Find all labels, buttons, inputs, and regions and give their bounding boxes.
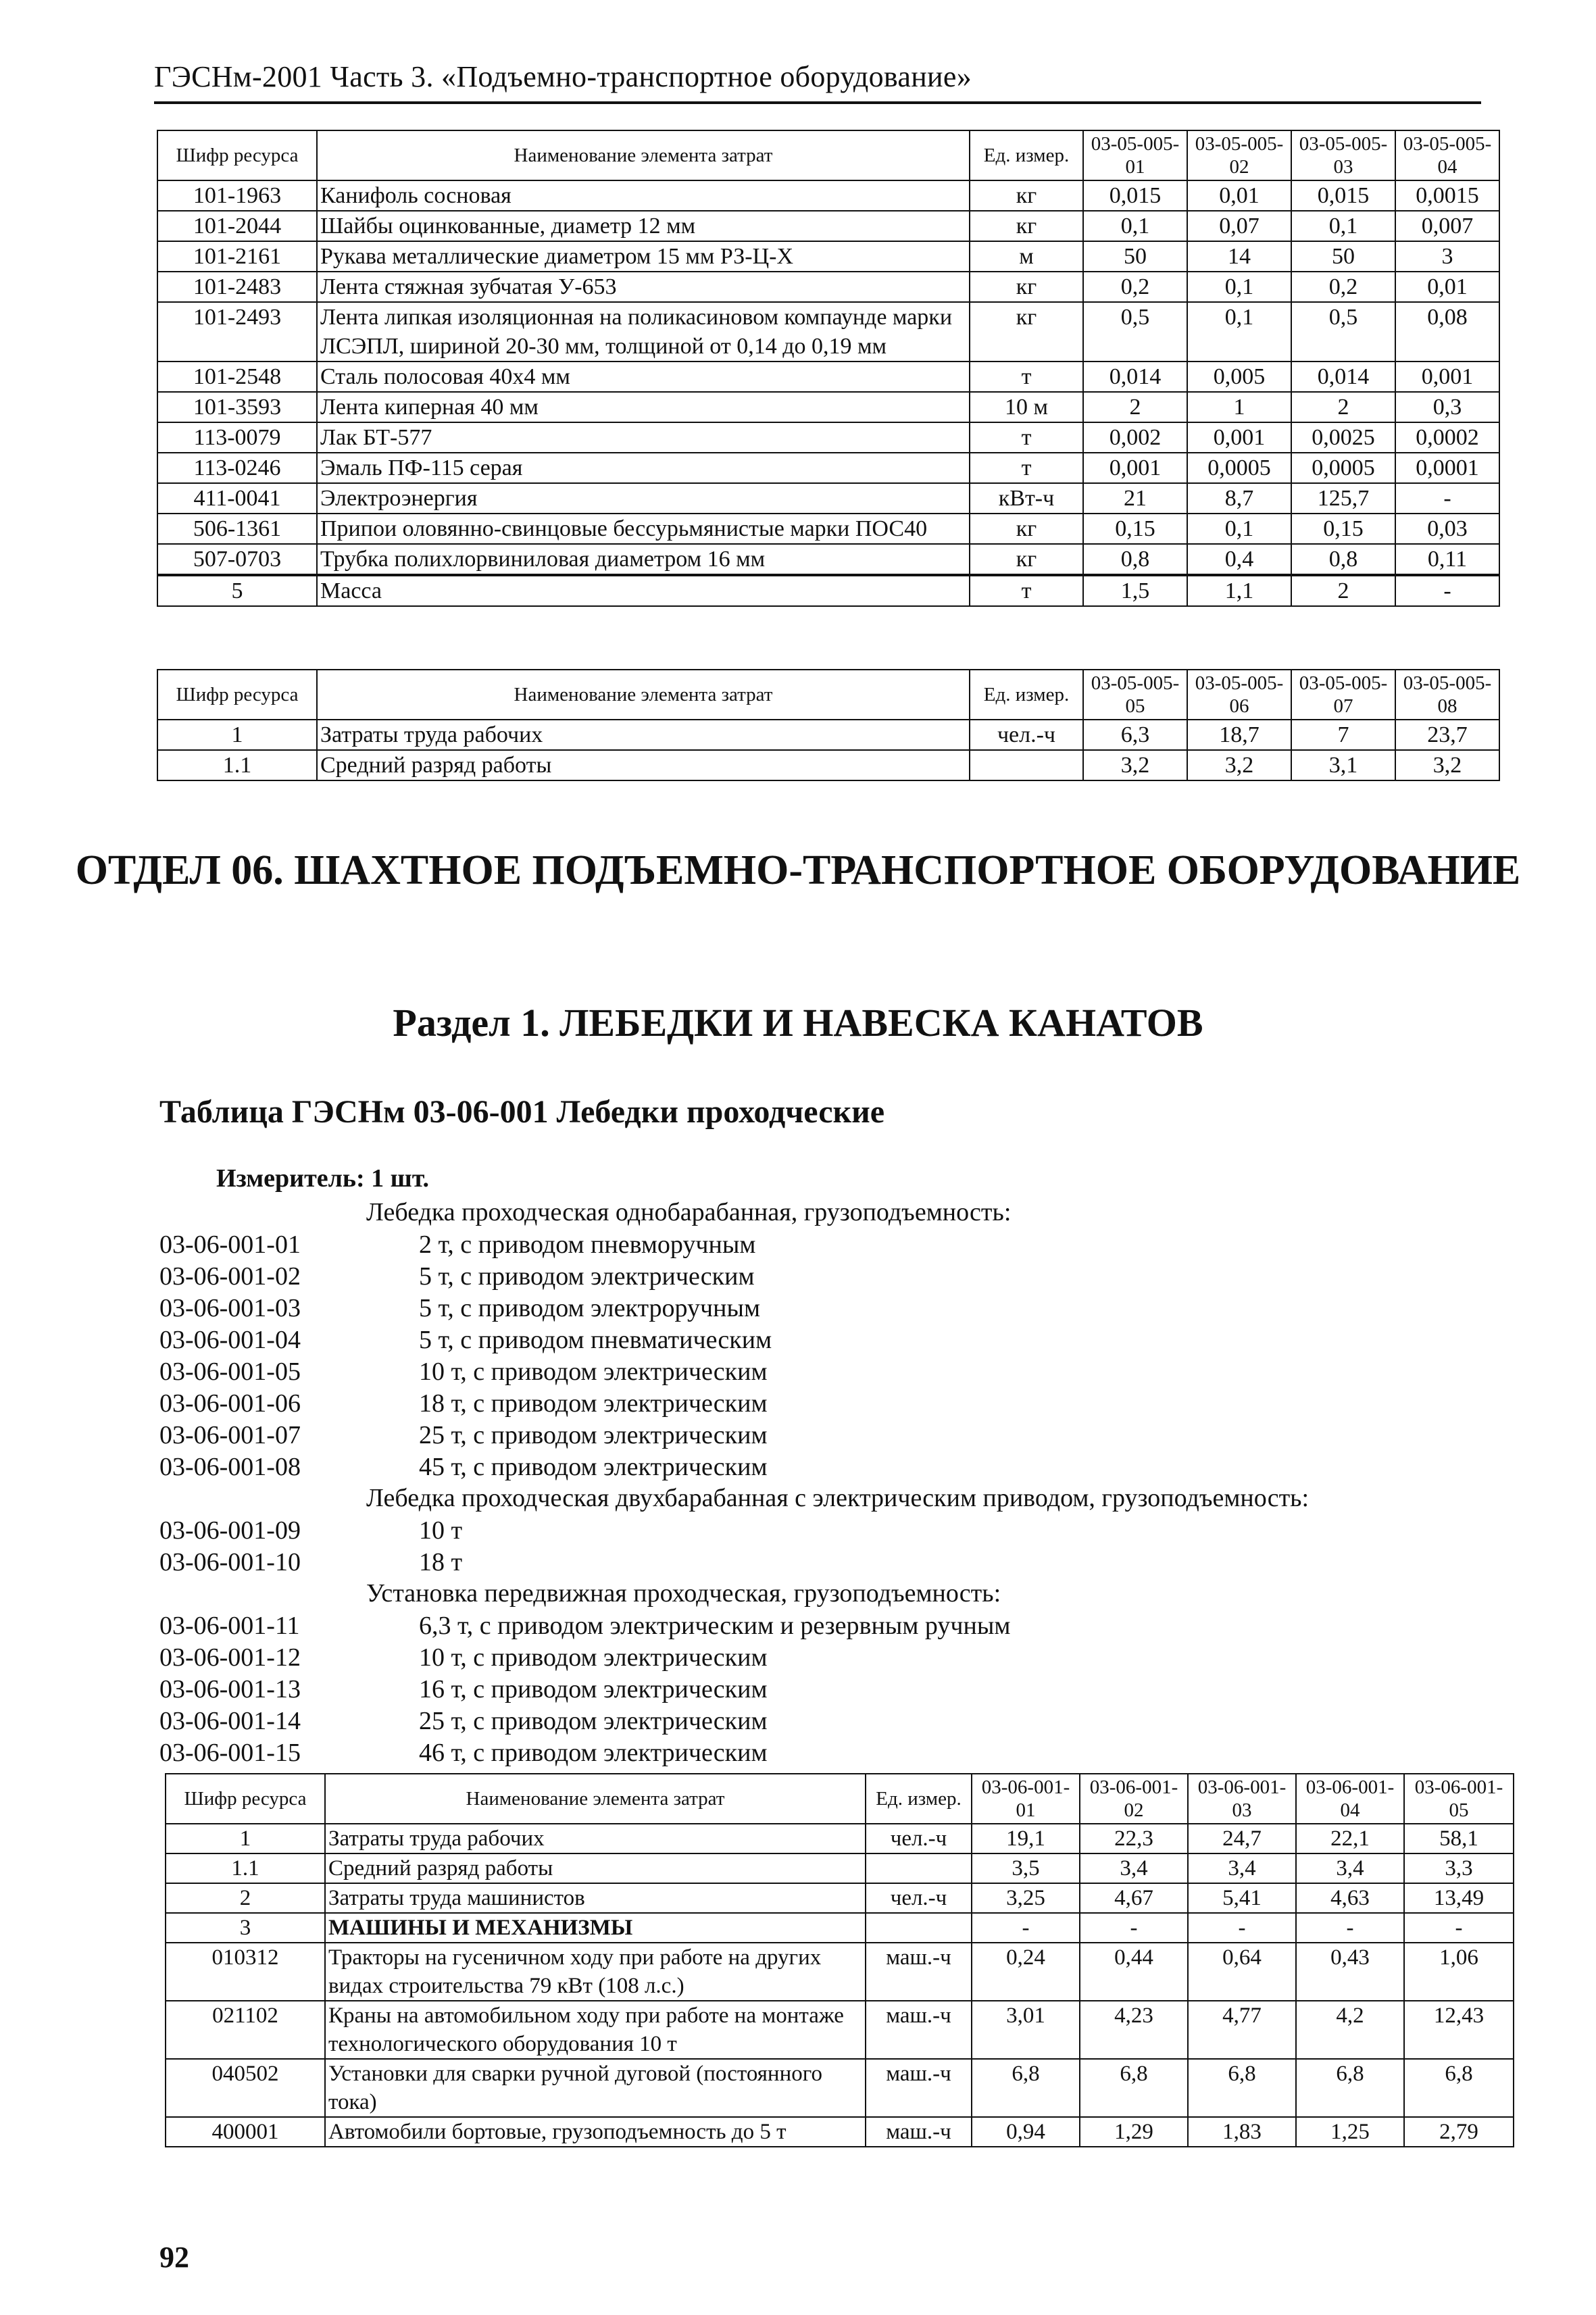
resource-code-cell: 101-2161	[157, 241, 317, 272]
value-cell: 5,41	[1188, 1883, 1296, 1913]
value-cell: 0,15	[1083, 514, 1187, 544]
resource-code-cell: 1	[166, 1824, 325, 1853]
item-description: 10 т, с приводом электрическим	[419, 1643, 768, 1672]
resource-name-cell: Масса	[317, 575, 970, 606]
value-cell: 3,3	[1404, 1853, 1514, 1883]
resource-name-cell: Шайбы оцинкованные, диаметр 12 мм	[317, 211, 970, 241]
item-code: 03-06-001-06	[159, 1389, 301, 1418]
value-cell: 1	[1187, 392, 1291, 422]
table-row	[166, 1883, 1514, 1913]
column-header: Ед. измер.	[970, 670, 1083, 720]
table-row	[157, 272, 1499, 302]
value-cell: 0,03	[1395, 514, 1499, 544]
value-cell: 3,25	[972, 1883, 1080, 1913]
resource-code-cell: 1	[157, 720, 317, 750]
unit-cell	[866, 1913, 972, 1943]
value-cell: 0,1	[1291, 211, 1395, 241]
resource-name-cell: Рукава металлические диаметром 15 мм РЗ-Ц-Х	[317, 241, 970, 272]
table-row	[157, 720, 1499, 750]
resource-code-cell: 101-1963	[157, 180, 317, 211]
column-header: 03-06-001-04	[1296, 1774, 1404, 1824]
table-row	[157, 241, 1499, 272]
value-cell: 1,25	[1296, 2117, 1404, 2147]
value-cell: 0,43	[1296, 1943, 1404, 2001]
value-cell: 2	[1083, 392, 1187, 422]
column-header: 03-05-005-06	[1187, 670, 1291, 720]
value-cell: 0,94	[972, 2117, 1080, 2147]
value-cell: 1,83	[1188, 2117, 1296, 2147]
table-row	[157, 422, 1499, 453]
item-code: 03-06-001-13	[159, 1675, 301, 1703]
value-cell: 0,11	[1395, 544, 1499, 575]
resource-name-cell: Эмаль ПФ-115 серая	[317, 453, 970, 483]
item-description: 10 т	[419, 1516, 463, 1545]
unit-cell: кг	[970, 514, 1083, 544]
resource-code-cell: 1.1	[166, 1853, 325, 1883]
column-header: Шифр ресурса	[157, 670, 317, 720]
item-code: 03-06-001-14	[159, 1707, 301, 1735]
measure-line	[216, 1164, 429, 1193]
resource-name-cell: Припои оловянно-свинцовые бессурьмянистые марки ПОС40	[317, 514, 970, 544]
labor-table	[157, 669, 1500, 781]
column-header: Шифр ресурса	[166, 1774, 325, 1824]
resource-name-cell: Затраты труда машинистов	[325, 1883, 866, 1913]
value-cell: 4,2	[1296, 2001, 1404, 2059]
materials-table	[157, 130, 1500, 607]
resource-code-cell: 101-2044	[157, 211, 317, 241]
value-cell: 0,1	[1187, 514, 1291, 544]
value-cell: 0,24	[972, 1943, 1080, 2001]
resource-code-cell: 1.1	[157, 750, 317, 780]
unit-cell: маш.-ч	[866, 2059, 972, 2117]
resource-code-cell: 113-0079	[157, 422, 317, 453]
value-cell: -	[1188, 1913, 1296, 1943]
running-header: ГЭСНм-2001 Часть 3. «Подъемно-транспортное оборудование»	[154, 60, 972, 93]
column-header: 03-05-005-08	[1395, 670, 1499, 720]
value-cell: 3,4	[1188, 1853, 1296, 1883]
table-row	[157, 180, 1499, 211]
header-rule	[154, 101, 1481, 104]
table-row	[157, 575, 1499, 606]
value-cell: 58,1	[1404, 1824, 1514, 1853]
resource-code-cell: 506-1361	[157, 514, 317, 544]
value-cell: 0,001	[1395, 362, 1499, 392]
value-cell: 0,001	[1187, 422, 1291, 453]
value-cell: 0,005	[1187, 362, 1291, 392]
value-cell: 6,3	[1083, 720, 1187, 750]
value-cell: 19,1	[972, 1824, 1080, 1853]
unit-cell: маш.-ч	[866, 2001, 972, 2059]
item-description: 45 т, с приводом электрическим	[419, 1453, 768, 1481]
resource-code-cell: 507-0703	[157, 544, 317, 575]
value-cell: 0,0025	[1291, 422, 1395, 453]
item-code: 03-06-001-08	[159, 1453, 301, 1481]
value-cell: 0,0015	[1395, 180, 1499, 211]
resource-name-cell: Тракторы на гусеничном ходу при работе на других видах строительства 79 кВт (108 л.с.)	[325, 1943, 866, 2001]
column-header: 03-05-005-02	[1187, 130, 1291, 180]
value-cell: 0,8	[1083, 544, 1187, 575]
column-header: 03-06-001-01	[972, 1774, 1080, 1824]
unit-cell: кг	[970, 272, 1083, 302]
item-code: 03-06-001-03	[159, 1294, 301, 1322]
value-cell: 2	[1291, 575, 1395, 606]
value-cell: 0,07	[1187, 211, 1291, 241]
resource-code-cell: 411-0041	[157, 483, 317, 514]
table-row	[157, 302, 1499, 362]
value-cell: 8,7	[1187, 483, 1291, 514]
resource-name-cell: Затраты труда рабочих	[325, 1824, 866, 1853]
item-code: 03-06-001-10	[159, 1548, 301, 1576]
value-cell: 24,7	[1188, 1824, 1296, 1853]
column-header: Наименование элемента затрат	[317, 130, 970, 180]
value-cell: 125,7	[1291, 483, 1395, 514]
value-cell: 0,1	[1187, 302, 1291, 362]
value-cell: 0,0005	[1187, 453, 1291, 483]
resources-table	[165, 1773, 1514, 2147]
resource-code-cell: 113-0246	[157, 453, 317, 483]
resource-name-cell: Лента стяжная зубчатая У-653	[317, 272, 970, 302]
value-cell: 0,0005	[1291, 453, 1395, 483]
value-cell: 0,015	[1291, 180, 1395, 211]
section-title: ОТДЕЛ 06. ШАХТНОЕ ПОДЪЕМНО-ТРАНСПОРТНОЕ ОБОРУДОВАНИЕ	[75, 847, 1521, 893]
resource-code-cell: 040502	[166, 2059, 325, 2117]
value-cell: 0,014	[1083, 362, 1187, 392]
resource-name-cell: Сталь полосовая 40х4 мм	[317, 362, 970, 392]
table-header-row	[166, 1774, 1514, 1824]
resource-name-cell: Затраты труда рабочих	[317, 720, 970, 750]
unit-cell: т	[970, 362, 1083, 392]
value-cell: 0,8	[1291, 544, 1395, 575]
unit-cell: кг	[970, 544, 1083, 575]
measure-value: 1 шт.	[371, 1164, 430, 1193]
value-cell: 0,15	[1291, 514, 1395, 544]
item-description: 5 т, с приводом электроручным	[419, 1294, 761, 1322]
value-cell: 2,79	[1404, 2117, 1514, 2147]
value-cell: 3,1	[1291, 750, 1395, 780]
value-cell: 3,4	[1296, 1853, 1404, 1883]
unit-cell: чел.-ч	[970, 720, 1083, 750]
resource-code-cell: 400001	[166, 2117, 325, 2147]
value-cell: 0,001	[1083, 453, 1187, 483]
resource-code-cell: 5	[157, 575, 317, 606]
resource-name-cell: Средний разряд работы	[325, 1853, 866, 1883]
value-cell: 3,2	[1083, 750, 1187, 780]
unit-cell: кг	[970, 211, 1083, 241]
unit-cell: кг	[970, 302, 1083, 362]
table-header-row	[157, 670, 1499, 720]
column-header: 03-05-005-04	[1395, 130, 1499, 180]
column-header: 03-05-005-03	[1291, 130, 1395, 180]
column-header: 03-06-001-03	[1188, 1774, 1296, 1824]
page-number: 92	[159, 2241, 189, 2274]
item-description: 18 т, с приводом электрическим	[419, 1389, 768, 1418]
table-row	[166, 2001, 1514, 2059]
item-description: 6,3 т, с приводом электрическим и резервным ручным	[419, 1612, 1011, 1640]
table-row	[157, 544, 1499, 575]
value-cell: 0,44	[1080, 1943, 1188, 2001]
resource-name-cell: Канифоль сосновая	[317, 180, 970, 211]
item-code: 03-06-001-11	[159, 1612, 300, 1640]
resource-name-cell: Лак БТ-577	[317, 422, 970, 453]
value-cell: 1,1	[1187, 575, 1291, 606]
resource-code-cell: 101-2483	[157, 272, 317, 302]
value-cell: -	[1404, 1913, 1514, 1943]
table-title: Таблица ГЭСНм 03-06-001 Лебедки проходческие	[159, 1094, 885, 1130]
resource-code-cell: 101-2493	[157, 302, 317, 362]
item-description: 10 т, с приводом электрическим	[419, 1358, 768, 1386]
value-cell: 18,7	[1187, 720, 1291, 750]
table-header-row	[157, 130, 1499, 180]
value-cell: 14	[1187, 241, 1291, 272]
group-heading: Установка передвижная проходческая, грузоподъемность:	[366, 1579, 1001, 1608]
column-header: Наименование элемента затрат	[325, 1774, 866, 1824]
item-code: 03-06-001-04	[159, 1326, 301, 1354]
table-row	[157, 211, 1499, 241]
table-row	[157, 453, 1499, 483]
column-header: 03-05-005-05	[1083, 670, 1187, 720]
value-cell: -	[1296, 1913, 1404, 1943]
column-header: Ед. измер.	[866, 1774, 972, 1824]
value-cell: 0,4	[1187, 544, 1291, 575]
resource-name-cell: Трубка полихлорвиниловая диаметром 16 мм	[317, 544, 970, 575]
item-code: 03-06-001-07	[159, 1421, 301, 1449]
value-cell: -	[1080, 1913, 1188, 1943]
value-cell: 21	[1083, 483, 1187, 514]
value-cell: 0,01	[1187, 180, 1291, 211]
unit-cell: т	[970, 422, 1083, 453]
item-description: 46 т, с приводом электрическим	[419, 1739, 768, 1767]
value-cell: 0,0002	[1395, 422, 1499, 453]
value-cell: 0,015	[1083, 180, 1187, 211]
item-description: 18 т	[419, 1548, 463, 1576]
item-description: 16 т, с приводом электрическим	[419, 1675, 768, 1703]
value-cell: 0,2	[1291, 272, 1395, 302]
resource-name-cell: Автомобили бортовые, грузоподъемность до 5 т	[325, 2117, 866, 2147]
resource-name-cell: Электроэнергия	[317, 483, 970, 514]
value-cell: 0,2	[1083, 272, 1187, 302]
resource-code-cell: 3	[166, 1913, 325, 1943]
item-code: 03-06-001-02	[159, 1262, 301, 1291]
resource-code-cell: 101-3593	[157, 392, 317, 422]
unit-cell	[970, 750, 1083, 780]
value-cell: 7	[1291, 720, 1395, 750]
column-header: 03-06-001-05	[1404, 1774, 1514, 1824]
unit-cell: м	[970, 241, 1083, 272]
item-description: 2 т, с приводом пневморучным	[419, 1230, 756, 1259]
value-cell: 4,63	[1296, 1883, 1404, 1913]
value-cell: 0,08	[1395, 302, 1499, 362]
value-cell: 3,01	[972, 2001, 1080, 2059]
table-row	[166, 1853, 1514, 1883]
value-cell: 0,014	[1291, 362, 1395, 392]
value-cell: -	[1395, 575, 1499, 606]
resource-name-cell: Краны на автомобильном ходу при работе на монтаже технологического оборудования 10 т	[325, 2001, 866, 2059]
value-cell: 12,43	[1404, 2001, 1514, 2059]
table-row	[157, 362, 1499, 392]
value-cell: -	[1395, 483, 1499, 514]
value-cell: 13,49	[1404, 1883, 1514, 1913]
value-cell: 3,4	[1080, 1853, 1188, 1883]
resource-code-cell: 2	[166, 1883, 325, 1913]
value-cell: 6,8	[1404, 2059, 1514, 2117]
unit-cell: т	[970, 453, 1083, 483]
value-cell: -	[972, 1913, 1080, 1943]
table-row	[166, 2117, 1514, 2147]
value-cell: 0,1	[1083, 211, 1187, 241]
table-row	[157, 392, 1499, 422]
value-cell: 3,2	[1395, 750, 1499, 780]
item-description: 5 т, с приводом электрическим	[419, 1262, 755, 1291]
item-description: 25 т, с приводом электрическим	[419, 1421, 768, 1449]
unit-cell: кВт-ч	[970, 483, 1083, 514]
value-cell: 23,7	[1395, 720, 1499, 750]
resource-name-cell: Установки для сварки ручной дуговой (постоянного тока)	[325, 2059, 866, 2117]
item-code: 03-06-001-15	[159, 1739, 301, 1767]
item-code: 03-06-001-05	[159, 1358, 301, 1386]
unit-cell: т	[970, 575, 1083, 606]
value-cell: 0,64	[1188, 1943, 1296, 2001]
unit-cell: маш.-ч	[866, 1943, 972, 2001]
value-cell: 4,67	[1080, 1883, 1188, 1913]
item-description: 25 т, с приводом электрическим	[419, 1707, 768, 1735]
value-cell: 4,77	[1188, 2001, 1296, 2059]
value-cell: 3,2	[1187, 750, 1291, 780]
value-cell: 22,1	[1296, 1824, 1404, 1853]
value-cell: 0,002	[1083, 422, 1187, 453]
column-header: Шифр ресурса	[157, 130, 317, 180]
value-cell: 22,3	[1080, 1824, 1188, 1853]
value-cell: 1,5	[1083, 575, 1187, 606]
value-cell: 3,5	[972, 1853, 1080, 1883]
value-cell: 1,29	[1080, 2117, 1188, 2147]
resource-name-cell: Средний разряд работы	[317, 750, 970, 780]
resource-name-cell: Лента липкая изоляционная на поликасиновом компаунде марки ЛСЭПЛ, шириной 20-30 мм, толщиной от 0,14 до 0,19 мм	[317, 302, 970, 362]
table-row	[157, 514, 1499, 544]
value-cell: 0,3	[1395, 392, 1499, 422]
value-cell: 50	[1291, 241, 1395, 272]
value-cell: 2	[1291, 392, 1395, 422]
group-heading: Лебедка проходческая однобарабанная, грузоподъемность:	[366, 1198, 1012, 1226]
resource-name-cell: Лента киперная 40 мм	[317, 392, 970, 422]
measure-label: Измеритель:	[216, 1164, 365, 1193]
column-header: 03-05-005-07	[1291, 670, 1395, 720]
value-cell: 1,06	[1404, 1943, 1514, 2001]
column-header: Ед. измер.	[970, 130, 1083, 180]
resource-code-cell: 010312	[166, 1943, 325, 2001]
unit-cell: чел.-ч	[866, 1883, 972, 1913]
item-code: 03-06-001-12	[159, 1643, 301, 1672]
group-heading: Лебедка проходческая двухбарабанная с электрическим приводом, грузоподъемность:	[366, 1484, 1310, 1512]
column-header: Наименование элемента затрат	[317, 670, 970, 720]
subsection-title: Раздел 1. ЛЕБЕДКИ И НАВЕСКА КАНАТОВ	[393, 1001, 1203, 1045]
table-row	[166, 1943, 1514, 2001]
unit-cell: 10 м	[970, 392, 1083, 422]
item-code: 03-06-001-09	[159, 1516, 301, 1545]
value-cell: 6,8	[972, 2059, 1080, 2117]
table-row	[157, 483, 1499, 514]
unit-cell: чел.-ч	[866, 1824, 972, 1853]
value-cell: 0,5	[1291, 302, 1395, 362]
unit-cell	[866, 1853, 972, 1883]
item-code: 03-06-001-01	[159, 1230, 301, 1259]
resource-code-cell: 021102	[166, 2001, 325, 2059]
column-header: 03-06-001-02	[1080, 1774, 1188, 1824]
value-cell: 0,0001	[1395, 453, 1499, 483]
value-cell: 4,23	[1080, 2001, 1188, 2059]
resource-name-cell: МАШИНЫ И МЕХАНИЗМЫ	[325, 1913, 866, 1943]
unit-cell: кг	[970, 180, 1083, 211]
value-cell: 3	[1395, 241, 1499, 272]
value-cell: 50	[1083, 241, 1187, 272]
table-row	[166, 1824, 1514, 1853]
value-cell: 6,8	[1188, 2059, 1296, 2117]
value-cell: 6,8	[1080, 2059, 1188, 2117]
table-row	[166, 2059, 1514, 2117]
item-description: 5 т, с приводом пневматическим	[419, 1326, 772, 1354]
column-header: 03-05-005-01	[1083, 130, 1187, 180]
value-cell: 0,01	[1395, 272, 1499, 302]
value-cell: 6,8	[1296, 2059, 1404, 2117]
value-cell: 0,007	[1395, 211, 1499, 241]
value-cell: 0,5	[1083, 302, 1187, 362]
table-row	[157, 750, 1499, 780]
value-cell: 0,1	[1187, 272, 1291, 302]
table-row	[166, 1913, 1514, 1943]
unit-cell: маш.-ч	[866, 2117, 972, 2147]
resource-code-cell: 101-2548	[157, 362, 317, 392]
